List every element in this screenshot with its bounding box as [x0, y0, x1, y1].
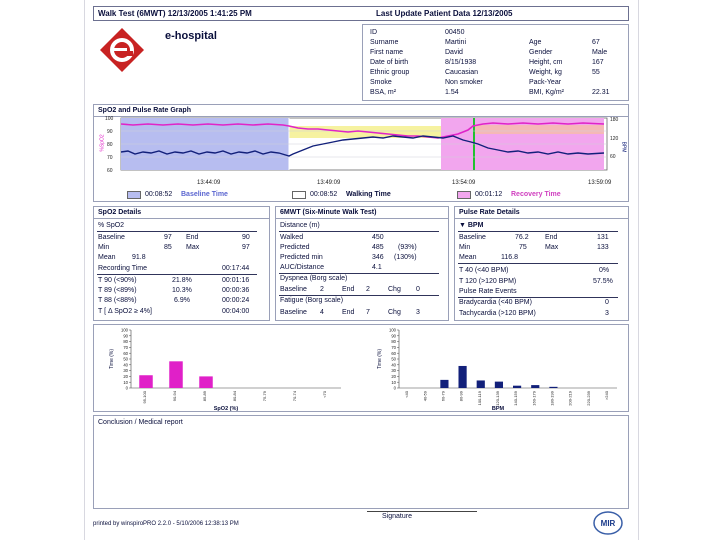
bpm-hist-x-tick-label: >240: [603, 391, 609, 401]
bmi-value: 22.31: [592, 89, 610, 96]
walk-predmin-pct: (130%): [394, 254, 417, 261]
spo2-hist-x-tick-label: 70-74: [292, 391, 297, 402]
packyear-label: Pack-Year: [529, 79, 562, 86]
spo2-max-label: Max: [186, 244, 200, 251]
spo2-hist-y-tick-label: 40: [123, 362, 128, 368]
right-tick-180: 180: [610, 117, 619, 123]
pulse-details-title: Pulse Rate Details: [459, 209, 520, 216]
walk-pred-pct: (93%): [398, 244, 417, 251]
walk-dyspnea-end-value: 2: [366, 286, 370, 293]
firstname-label: First name: [370, 49, 404, 56]
spo2-hist-x-tick-label: 95-100: [142, 391, 147, 404]
spo2-hist-y-tick-label: 0: [125, 385, 128, 391]
right-axis-label: BPM: [620, 141, 627, 153]
walk-dyspnea-underline: [279, 295, 439, 296]
bpm-hist-y-tick-label: 90: [391, 333, 396, 339]
bpm-hist-bar: [458, 366, 466, 388]
bpm-histogram: [367, 326, 625, 412]
spo2-hist-y-tick-label: 90: [123, 333, 128, 339]
conclusion-textarea[interactable]: [97, 428, 625, 505]
report-page: [84, 0, 639, 540]
walk-pred-value: 485: [372, 244, 384, 251]
bpm-hist-y-tick-label: 60: [391, 350, 396, 356]
pulse-max-label: Max: [545, 244, 559, 251]
spo2-end-label: End: [186, 234, 199, 241]
spo2-details: [93, 206, 270, 321]
gender-label: Gender: [529, 49, 553, 56]
bpm-hist-x-tick-label: 120-139: [494, 391, 500, 406]
mir-logo: [593, 511, 623, 535]
pulse-mean-value: 116.8: [501, 254, 518, 261]
mir-logo-text: MIR: [600, 519, 616, 528]
id-value: 00450: [445, 29, 465, 36]
walk-predmin-label: Predicted min: [280, 254, 323, 261]
conclusion-title: Conclusion / Medical report: [98, 419, 183, 426]
time-tick-1: 13:44:09: [197, 180, 221, 186]
pulse-tachy-value: 3: [605, 310, 609, 317]
pulse-details: [454, 206, 629, 321]
walk-auc-value: 4.1: [372, 264, 382, 271]
pulse-t40-label: T 40 (<40 BPM): [459, 267, 509, 274]
bpm-hist-bar: [440, 380, 448, 388]
bpm-hist-bar: [531, 385, 539, 388]
e-hospital-logo: [99, 27, 145, 73]
walk-details-title: 6MWT (Six-Minute Walk Test): [280, 209, 377, 216]
smoke-label: Smoke: [370, 79, 392, 86]
spo2-details-title: SpO2 Details: [98, 209, 142, 216]
spo2-rec-value: 00:17:44: [222, 265, 250, 272]
patient-info: [362, 24, 629, 101]
walk-dyspnea-chg-label: Chg: [388, 286, 401, 293]
bpm-hist-y-tick-label: 30: [391, 368, 396, 374]
walk-auc-label: AUC/Distance: [280, 264, 324, 271]
bpm-hist-y-tick-label: 50: [391, 356, 396, 362]
bsa-value: 1.54: [445, 89, 459, 96]
bpm-hist-bar: [477, 380, 485, 388]
walk-dyspnea-chg-value: 0: [416, 286, 420, 293]
legend-walking-time: 00:08:52: [310, 191, 338, 198]
legend-baseline-time: 00:08:52: [145, 191, 173, 198]
bpm-hist-x-tick-label: 40-59: [422, 391, 428, 402]
right-tick-120: 120: [610, 136, 619, 142]
signature-label: Signature: [382, 513, 412, 520]
walk-fatigue-label: Fatigue (Borg scale): [280, 297, 344, 304]
spo2-hist-bar: [139, 375, 153, 388]
bpm-hist-x-tick-label: 200-219: [567, 391, 573, 406]
pulse-tachy-label: Tachycardia (>120 BPM): [459, 310, 536, 317]
walk-fatigue-end-label: End: [342, 309, 355, 316]
spo2-histogram: [101, 326, 351, 412]
legend-recovery-time: 00:01:12: [475, 191, 503, 198]
walk-dyspnea-label: Dyspnea (Borg scale): [280, 275, 348, 282]
pulse-mean-label: Mean: [459, 254, 477, 261]
bmi-label: BMI, Kg/m²: [529, 89, 565, 96]
gender-value: Male: [592, 49, 608, 56]
spo2-t90-label: T 90 (<90%): [98, 277, 137, 284]
pulse-baseline-label: Baseline: [459, 234, 486, 241]
signature-line: [367, 511, 477, 512]
pulse-title-divider: [455, 218, 628, 219]
bpm-hist-y-tick-label: 70: [391, 345, 396, 350]
spo2-baseline-label: Baseline: [98, 234, 125, 241]
right-tick-60: 60: [610, 154, 616, 160]
walk-fatigue-end-value: 7: [366, 309, 370, 316]
bpm-hist-x-axis-label: BPM: [491, 406, 505, 412]
pulse-end-value: 131: [597, 234, 609, 241]
pulse-brady-value: 0: [605, 299, 609, 306]
printed-by: printed by winspiroPRO 2.2.0 - 5/10/2006 12:38:13 PM: [93, 521, 239, 527]
spo2-hist-y-tick-label: 50: [123, 356, 128, 362]
legend-recovery-label: Recovery Time: [511, 191, 561, 198]
walk-details: [275, 206, 449, 321]
height-value: 167: [592, 59, 604, 66]
spo2-min-label: Min: [98, 244, 110, 251]
walk-distance-underline: [279, 231, 439, 232]
pulse-min-value: 75: [519, 244, 527, 251]
bpm-hist-y-axis-label: Time (%): [377, 348, 383, 370]
left-axis-label: %SpO2: [99, 134, 106, 152]
bpm-hist-y-tick-label: 40: [391, 362, 396, 368]
brand-name: e-hospital: [165, 30, 217, 42]
spo2-mean-label: Mean: [98, 254, 116, 261]
spo2-hist-y-tick-label: 20: [123, 374, 128, 379]
spo2-hist-y-tick-label: 70: [123, 345, 128, 350]
ethnic-value: Caucasian: [445, 69, 479, 76]
bpm-hist-y-tick-label: 100: [389, 327, 396, 333]
left-tick-60: 60: [107, 168, 113, 174]
spo2-hist-x-tick-label: 80-84: [232, 391, 237, 402]
walk-fatigue-baseline-label: Baseline: [280, 309, 307, 316]
spo2-tdelta-time: 00:04:00: [222, 308, 250, 315]
spo2-hist-x-tick-label: <70: [322, 391, 327, 398]
pulse-baseline-value: 76.2: [515, 234, 529, 241]
bsa-label: BSA, m²: [370, 89, 397, 96]
bpm-hist-x-tick-label: 180-199: [549, 391, 555, 406]
left-tick-100: 100: [105, 116, 114, 122]
ethnic-label: Ethnic group: [370, 69, 410, 76]
spo2-hist-y-tick-label: 30: [123, 368, 128, 374]
spo2-hist-bar: [169, 361, 183, 388]
pulse-t40-value: 0%: [599, 267, 610, 274]
spo2-t89-pct: 10.3%: [172, 287, 192, 294]
bpm-hist-x-tick-label: 80-99: [458, 391, 464, 402]
spo2-hist-x-tick-label: 75-79: [262, 391, 267, 402]
spo2-sub-underline: [97, 231, 257, 232]
pulse-t120-label: T 120 (>120 BPM): [459, 278, 517, 285]
time-tick-3: 13:54:09: [452, 180, 476, 186]
spo2-t88-time: 00:00:24: [222, 297, 250, 304]
time-tick-4: 13:59:09: [588, 180, 612, 186]
spo2-end-value: 90: [242, 234, 250, 241]
spo2-hist-x-tick-label: 90-94: [172, 391, 177, 402]
smoke-value: Non smoker: [445, 79, 483, 86]
walk-dyspnea-end-label: End: [342, 286, 355, 293]
pulse-sub-underline: [458, 231, 618, 232]
spo2-mean-value: 91.8: [132, 254, 146, 261]
bpm-hist-x-tick-label: 60-79: [440, 391, 446, 402]
walk-distance-label: Distance (m): [280, 222, 320, 229]
spo2-t89-label: T 89 (<89%): [98, 287, 137, 294]
walk-title-divider: [276, 218, 448, 219]
bpm-hist-bar: [549, 387, 557, 388]
walk-walked-value: 450: [372, 234, 384, 241]
last-update: Last Update Patient Data 12/13/2005: [376, 9, 513, 18]
walk-fatigue-chg-value: 3: [416, 309, 420, 316]
spo2-hist-y-tick-label: 10: [123, 379, 128, 385]
spo2-pulse-graph: [93, 116, 629, 202]
bpm-hist-x-tick-label: 140-159: [513, 391, 519, 406]
spo2-hist-x-axis-label: SpO2 (%): [213, 406, 239, 412]
graph-title: SpO2 and Pulse Rate Graph: [98, 107, 191, 114]
spo2-hist-y-tick-label: 60: [123, 350, 128, 356]
left-tick-70: 70: [107, 155, 113, 161]
weight-label: Weight, kg: [529, 69, 562, 76]
firstname-value: David: [445, 49, 463, 56]
pulse-events-label: Pulse Rate Events: [459, 288, 517, 295]
pulse-sub: ▼ BPM: [459, 222, 484, 229]
walk-predmin-value: 346: [372, 254, 384, 261]
pulse-end-label: End: [545, 234, 558, 241]
pulse-brady-label: Bradycardia (<40 BPM): [459, 299, 532, 306]
walk-auc-underline: [279, 273, 439, 274]
bpm-hist-y-tick-label: 0: [393, 385, 396, 391]
bpm-hist-y-tick-label: 80: [391, 339, 396, 345]
spo2-t90-pct: 21.8%: [172, 277, 192, 284]
pulse-t120-value: 57.5%: [593, 278, 613, 285]
pulse-events-underline: [458, 297, 618, 298]
spo2-rec-label: Recording Time: [98, 265, 148, 272]
test-title: Walk Test (6MWT) 12/13/2005 1:41:25 PM: [98, 9, 252, 18]
recovery-highlight: [473, 125, 604, 134]
left-tick-90: 90: [107, 129, 113, 135]
walk-fatigue-baseline-value: 4: [320, 309, 324, 316]
legend-walking-label: Walking Time: [346, 191, 391, 198]
age-value: 67: [592, 39, 600, 46]
spo2-rec-underline: [97, 274, 257, 275]
bpm-hist-x-tick-label: 220-239: [585, 391, 591, 406]
surname-value: Martini: [445, 39, 467, 46]
walk-fatigue-chg-label: Chg: [388, 309, 401, 316]
time-tick-2: 13:49:09: [317, 180, 341, 186]
report-header: [93, 6, 629, 21]
spo2-t88-pct: 6.9%: [174, 297, 190, 304]
spo2-min-value: 85: [164, 244, 172, 251]
spo2-hist-y-axis-label: Time (%): [109, 348, 115, 370]
spo2-hist-bar: [199, 376, 213, 388]
spo2-t88-label: T 88 (<88%): [98, 297, 137, 304]
spo2-title-divider: [94, 218, 269, 219]
bpm-hist-x-tick-label: <40: [404, 391, 410, 398]
spo2-baseline-value: 97: [164, 234, 172, 241]
height-label: Height, cm: [529, 59, 563, 66]
legend-baseline-label: Baseline Time: [181, 191, 228, 198]
spo2-sub: % SpO2: [98, 222, 125, 229]
dob-label: Date of birth: [370, 59, 409, 66]
pulse-mean-underline: [458, 263, 618, 264]
pulse-min-label: Min: [459, 244, 471, 251]
legend-recovery-swatch: [457, 191, 471, 199]
bpm-hist-x-tick-label: 100-119: [476, 391, 482, 406]
age-label: Age: [529, 39, 542, 46]
bpm-hist-y-tick-label: 10: [391, 379, 396, 385]
pulse-max-value: 133: [597, 244, 609, 251]
id-label: ID: [370, 29, 377, 36]
bpm-hist-x-tick-label: 160-179: [531, 391, 537, 406]
walk-dyspnea-baseline-value: 2: [320, 286, 324, 293]
spo2-tdelta-label: T [ Δ SpO2 ≥ 4%]: [98, 308, 152, 315]
spo2-t90-time: 00:01:16: [222, 277, 250, 284]
spo2-hist-y-tick-label: 100: [121, 327, 128, 333]
legend-walking-swatch: [292, 191, 306, 199]
left-tick-80: 80: [107, 142, 113, 148]
spo2-max-value: 97: [242, 244, 250, 251]
spo2-hist-x-tick-label: 85-89: [202, 391, 207, 402]
spo2-t89-time: 00:00:36: [222, 287, 250, 294]
walk-walked-label: Walked: [280, 234, 304, 241]
bpm-hist-y-tick-label: 20: [391, 374, 396, 379]
bpm-hist-bar: [513, 386, 521, 388]
dob-value: 8/15/1938: [445, 59, 477, 66]
legend-baseline-swatch: [127, 191, 141, 199]
spo2-hist-y-tick-label: 80: [123, 339, 128, 345]
surname-label: Surname: [370, 39, 399, 46]
weight-value: 55: [592, 69, 600, 76]
bpm-hist-bar: [495, 382, 503, 388]
walk-pred-label: Predicted: [280, 244, 310, 251]
walk-dyspnea-baseline-label: Baseline: [280, 286, 307, 293]
